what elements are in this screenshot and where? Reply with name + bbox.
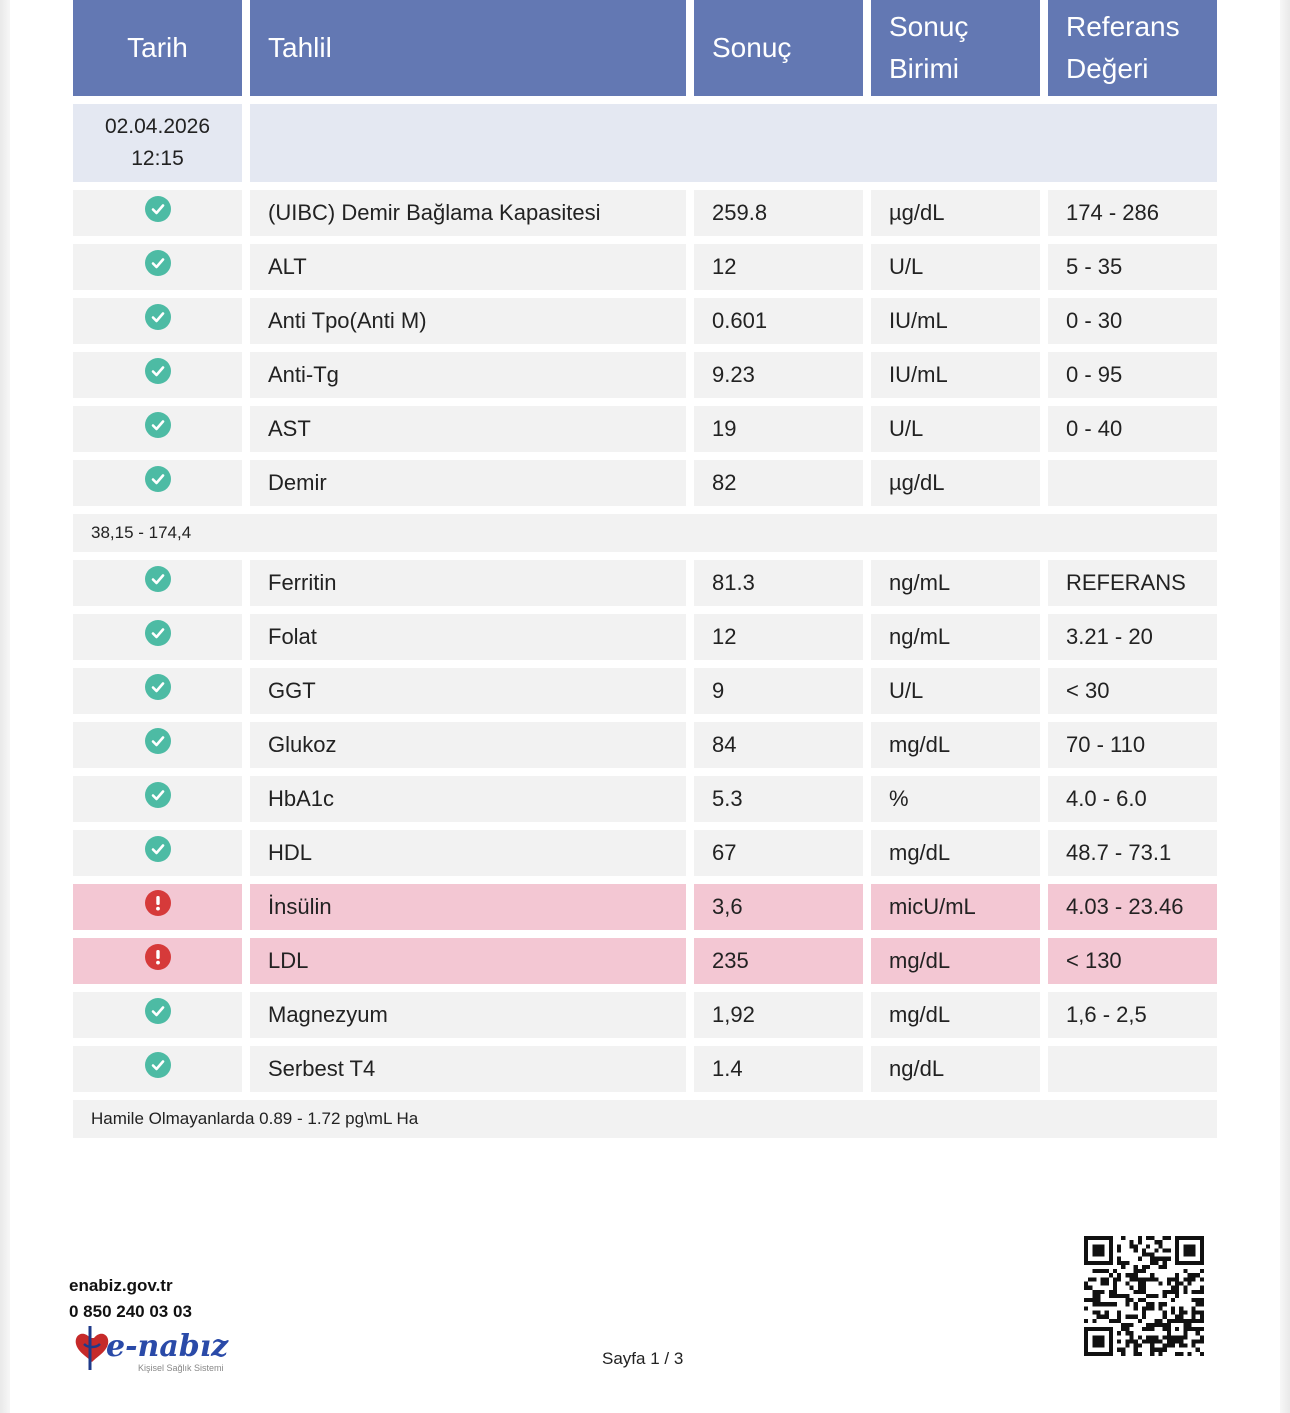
status-cell bbox=[73, 938, 242, 984]
status-cell bbox=[73, 668, 242, 714]
test-reference bbox=[1048, 1046, 1217, 1092]
qr-code bbox=[1084, 1236, 1204, 1356]
footer-contact bbox=[69, 1273, 192, 1325]
test-reference: 0 - 95 bbox=[1048, 352, 1217, 398]
date-cell bbox=[73, 104, 242, 182]
check-circle-icon bbox=[145, 1052, 171, 1078]
test-reference: 70 - 110 bbox=[1048, 722, 1217, 768]
check-circle-icon bbox=[145, 728, 171, 754]
table-row bbox=[73, 722, 1217, 768]
test-name: HbA1c bbox=[250, 776, 686, 822]
date-day: 02.04.2026 bbox=[104, 115, 211, 138]
header-referans bbox=[1048, 0, 1217, 96]
test-result: 12 bbox=[694, 244, 863, 290]
test-reference: < 30 bbox=[1048, 668, 1217, 714]
header-sonuc-birimi-line2: Birimi bbox=[889, 53, 959, 84]
test-result: 9.23 bbox=[694, 352, 863, 398]
test-unit: micU/mL bbox=[871, 884, 1040, 930]
table-row bbox=[73, 776, 1217, 822]
test-reference: 0 - 40 bbox=[1048, 406, 1217, 452]
test-unit: IU/mL bbox=[871, 298, 1040, 344]
test-reference: 4.03 - 23.46 bbox=[1048, 884, 1217, 930]
table-row bbox=[73, 406, 1217, 452]
test-name: Folat bbox=[250, 614, 686, 660]
test-name: AST bbox=[250, 406, 686, 452]
check-circle-icon bbox=[145, 304, 171, 330]
test-name: Demir bbox=[250, 460, 686, 506]
footer-site: enabiz.gov.tr bbox=[69, 1276, 173, 1295]
table-row bbox=[73, 1046, 1217, 1092]
status-cell bbox=[73, 992, 242, 1038]
status-cell bbox=[73, 614, 242, 660]
exclamation-circle-icon bbox=[145, 890, 171, 916]
test-unit: ng/dL bbox=[871, 1046, 1040, 1092]
status-cell bbox=[73, 776, 242, 822]
table-row bbox=[73, 298, 1217, 344]
test-name: Ferritin bbox=[250, 560, 686, 606]
test-name: Glukoz bbox=[250, 722, 686, 768]
test-unit: mg/dL bbox=[871, 830, 1040, 876]
status-cell bbox=[73, 884, 242, 930]
check-circle-icon bbox=[145, 412, 171, 438]
check-circle-icon bbox=[145, 836, 171, 862]
footer-phone: 0 850 240 03 03 bbox=[69, 1302, 192, 1321]
table-row bbox=[73, 560, 1217, 606]
test-result: 67 bbox=[694, 830, 863, 876]
test-result: 3,6 bbox=[694, 884, 863, 930]
test-name: GGT bbox=[250, 668, 686, 714]
date-row bbox=[73, 104, 1217, 182]
test-unit: mg/dL bbox=[871, 938, 1040, 984]
test-name: LDL bbox=[250, 938, 686, 984]
check-circle-icon bbox=[145, 250, 171, 276]
test-reference: < 130 bbox=[1048, 938, 1217, 984]
test-name: ALT bbox=[250, 244, 686, 290]
test-result: 5.3 bbox=[694, 776, 863, 822]
test-result: 9 bbox=[694, 668, 863, 714]
table-row bbox=[73, 460, 1217, 506]
check-circle-icon bbox=[145, 782, 171, 808]
table-row bbox=[73, 992, 1217, 1038]
header-tahlil: Tahlil bbox=[250, 0, 686, 96]
test-unit: U/L bbox=[871, 244, 1040, 290]
test-reference: 4.0 - 6.0 bbox=[1048, 776, 1217, 822]
table-row bbox=[73, 884, 1217, 930]
test-unit: µg/dL bbox=[871, 460, 1040, 506]
exclamation-circle-icon bbox=[145, 944, 171, 970]
page-number: Sayfa 1 / 3 bbox=[602, 1349, 684, 1368]
test-reference: 3.21 - 20 bbox=[1048, 614, 1217, 660]
date-time: 12:15 bbox=[131, 147, 184, 170]
check-circle-icon bbox=[145, 358, 171, 384]
table-row bbox=[73, 352, 1217, 398]
test-reference: REFERANS bbox=[1048, 560, 1217, 606]
test-name: Serbest T4 bbox=[250, 1046, 686, 1092]
test-result: 82 bbox=[694, 460, 863, 506]
header-referans-line2: Değeri bbox=[1066, 53, 1149, 84]
status-cell bbox=[73, 244, 242, 290]
test-name: İnsülin bbox=[250, 884, 686, 930]
test-result: 84 bbox=[694, 722, 863, 768]
test-unit: U/L bbox=[871, 668, 1040, 714]
status-cell bbox=[73, 352, 242, 398]
status-cell bbox=[73, 190, 242, 236]
table-row bbox=[73, 190, 1217, 236]
status-cell bbox=[73, 298, 242, 344]
table-row bbox=[73, 614, 1217, 660]
test-name: HDL bbox=[250, 830, 686, 876]
test-name: (UIBC) Demir Bağlama Kapasitesi bbox=[250, 190, 686, 236]
note-demir-reference: 38,15 - 174,4 bbox=[73, 514, 1217, 552]
test-result: 12 bbox=[694, 614, 863, 660]
date-row-filler bbox=[250, 104, 1217, 182]
check-circle-icon bbox=[145, 998, 171, 1024]
check-circle-icon bbox=[145, 674, 171, 700]
table-row bbox=[73, 938, 1217, 984]
test-unit: U/L bbox=[871, 406, 1040, 452]
enabiz-logo bbox=[74, 1324, 254, 1374]
table-row bbox=[73, 244, 1217, 290]
test-name: Anti-Tg bbox=[250, 352, 686, 398]
status-cell bbox=[73, 722, 242, 768]
test-unit: % bbox=[871, 776, 1040, 822]
test-reference: 5 - 35 bbox=[1048, 244, 1217, 290]
note-serbest-t4-reference: Hamile Olmayanlarda 0.89 - 1.72 pg\mL Ha bbox=[73, 1100, 1217, 1138]
logo-wordmark: e-nabız bbox=[106, 1329, 229, 1364]
test-unit: mg/dL bbox=[871, 992, 1040, 1038]
test-reference: 174 - 286 bbox=[1048, 190, 1217, 236]
test-result: 235 bbox=[694, 938, 863, 984]
status-cell bbox=[73, 460, 242, 506]
test-result: 0.601 bbox=[694, 298, 863, 344]
test-unit: µg/dL bbox=[871, 190, 1040, 236]
test-result: 81.3 bbox=[694, 560, 863, 606]
check-circle-icon bbox=[145, 196, 171, 222]
results-group-1 bbox=[73, 190, 1217, 506]
test-reference: 0 - 30 bbox=[1048, 298, 1217, 344]
table-row bbox=[73, 668, 1217, 714]
test-reference bbox=[1048, 460, 1217, 506]
check-circle-icon bbox=[145, 466, 171, 492]
results-group-2 bbox=[73, 560, 1217, 1092]
logo-subtitle: Kişisel Sağlık Sistemi bbox=[138, 1363, 224, 1373]
test-result: 1.4 bbox=[694, 1046, 863, 1092]
test-unit: ng/mL bbox=[871, 614, 1040, 660]
status-cell bbox=[73, 1046, 242, 1092]
table-header bbox=[73, 0, 1217, 96]
test-unit: IU/mL bbox=[871, 352, 1040, 398]
test-reference: 1,6 - 2,5 bbox=[1048, 992, 1217, 1038]
check-circle-icon bbox=[145, 620, 171, 646]
header-sonuc-birimi bbox=[871, 0, 1040, 96]
header-referans-line1: Referans bbox=[1066, 11, 1180, 42]
header-tarih: Tarih bbox=[73, 0, 242, 96]
status-cell bbox=[73, 830, 242, 876]
header-sonuc-birimi-line1: Sonuç bbox=[889, 11, 969, 42]
test-result: 19 bbox=[694, 406, 863, 452]
lab-results-table bbox=[73, 0, 1217, 1146]
test-unit: ng/mL bbox=[871, 560, 1040, 606]
check-circle-icon bbox=[145, 566, 171, 592]
test-result: 259.8 bbox=[694, 190, 863, 236]
table-row bbox=[73, 830, 1217, 876]
page-edge-left bbox=[0, 0, 10, 1413]
test-unit: mg/dL bbox=[871, 722, 1040, 768]
page-edge-right bbox=[1280, 0, 1290, 1413]
status-cell bbox=[73, 560, 242, 606]
header-sonuc: Sonuç bbox=[694, 0, 863, 96]
test-name: Anti Tpo(Anti M) bbox=[250, 298, 686, 344]
status-cell bbox=[73, 406, 242, 452]
test-result: 1,92 bbox=[694, 992, 863, 1038]
test-name: Magnezyum bbox=[250, 992, 686, 1038]
test-reference: 48.7 - 73.1 bbox=[1048, 830, 1217, 876]
